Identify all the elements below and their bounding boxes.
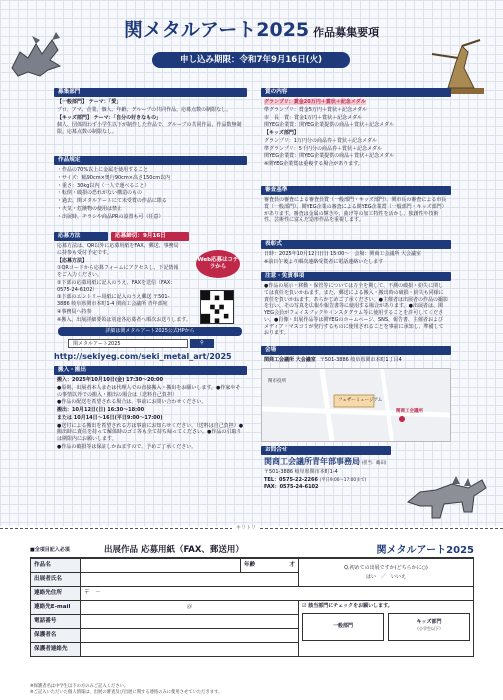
section-chui: [261, 272, 451, 338]
disclaimer-body: ●作品の展示・移動・保管等については万全を期して、不測の破損・紛失に関しては責任を負いかねます。また、郵送による搬入・搬出時の破損・紛失も同様に責任を負いかねます。あらかじめご了承ください。●主催者は出展者の作品の撮影を行い、その写真を広報や報告書等に使用する場合があります。●出展者は、関YEG会員がフェイスブックやインスタグラム等に使用することを許可してください。●肖像・出展作品等は関YEGのホームページ、SNS、報告書、主催者およびメディア・マスコミが発行するものに使用されることを事前に承知し、準備しております。: [264, 283, 448, 337]
carry-note: ●作品の配送を希望される場合は、事前にお問い合わせください。: [57, 399, 207, 406]
form-note: ■全項目記入必須: [30, 547, 70, 554]
general-division-checkbox[interactable]: 一般部門: [302, 613, 384, 641]
apply-step: ③下部のエントリー用紙に記入のうえ郵送 〒501-3886 岐阜県関市本町1-4 関商工会議所 青年部宛: [57, 294, 170, 307]
search-box[interactable]: [68, 339, 188, 348]
form-brand: 関メタルアート2025: [376, 544, 474, 556]
guardian-name-field[interactable]: [81, 629, 299, 643]
map-label-museum: フェザーミュージアム: [338, 398, 383, 403]
form-table: [30, 558, 474, 657]
form-label: 保護者名: [31, 629, 81, 643]
form-title: 出展作品 応募用紙（FAX、郵送用）: [104, 544, 244, 555]
carry-in-date: 搬入：2025年10月10日(金) 17:30～20:00: [57, 377, 163, 383]
postal-mark: 〒 －: [84, 589, 101, 596]
apply-step: ④事務局へ持参: [57, 308, 92, 315]
checkbox-icon: ☑: [302, 603, 307, 609]
email-field[interactable]: [81, 601, 299, 615]
rule-item: ・重さ：30kg以内（一人で運べること）: [57, 182, 150, 189]
section-sakuhin: [54, 156, 247, 221]
rule-item: ・作品の70%以上に金属を使用すること: [57, 167, 149, 173]
section-heading: 応募方法: [54, 232, 108, 241]
apply-step: ②下部の応募用紙に記入のうえ、FAXを送信（FAX：0575-24-6102）: [57, 279, 176, 293]
section-heading: 表彰式: [261, 240, 451, 249]
rule-item: ・過去、関メタルアートにて未受賞の作品に限る: [57, 198, 167, 204]
section-heading: 搬入・搬出: [54, 366, 247, 375]
contact-person: (担当：鶴田): [361, 461, 387, 466]
metal-dinosaur-illustration: [402, 472, 490, 524]
footnote: ※保護者名は中学生以下の方のみご記入ください。: [30, 684, 129, 689]
section-heading: 作品規定: [54, 156, 247, 165]
section-heading: 募集部門: [54, 88, 247, 97]
official-site-link[interactable]: 詳細は関メタルアート2025公式HPから: [58, 327, 242, 336]
email-at: ＠: [186, 603, 193, 610]
search-icon: ⚲: [200, 340, 204, 346]
rule-item: ・出展時、チラシや商品PRの設置も可（任意）: [57, 213, 164, 220]
section-hyosho: [261, 240, 451, 267]
prize-item: 準グランプリ：賞金5万円＋賞状＋記念メダル: [264, 106, 367, 113]
venue-name: 関商工会議所 大会議室: [264, 357, 316, 363]
page-title: 関メタルアート2025: [123, 19, 310, 41]
site-url[interactable]: http://sekiyeg.com/seki_metal_art/2025: [54, 352, 232, 361]
division-check: [299, 601, 474, 657]
ceremony-note: ※前日午後より順次連絡受賞者に電話連絡いたします: [264, 258, 384, 265]
judging-body: 審査員の審査による審査員賞（一般部門・キッズ部門）、関市長の審査による市長賞（一般部門）、関YEG企業の審査による関YEG企業賞（一般部門・キッズ部門）があります。審査は金属の輝きや、曲げ等の加工特性を活かし、独創性や技術性、芸術性に富んだ造形作品を重視します。: [264, 197, 447, 224]
page-header: [0, 18, 503, 44]
prize-item: 準グランプリ：5千円分の商品券＋賞状＋記念メダル: [264, 145, 382, 152]
contact-tel[interactable]: TEL：0575-22-2266: [264, 476, 318, 483]
rule-item: ・転倒・破損の恐れがない構造のもの: [57, 190, 143, 197]
contact-fax: FAX：0575-24-6102: [264, 484, 319, 491]
artwork-name-field[interactable]: [81, 559, 241, 573]
carry-out-date: 搬出：10月12日(日) 16:30～18:00: [57, 407, 145, 413]
grand-prix: グランプリ：賞金20万円＋賞状＋記念メダル: [264, 99, 366, 105]
kids-division-checkbox[interactable]: キッズ部門 （小学生以下）: [388, 613, 470, 641]
prize-item: グランプリ：1万円分の商品券＋賞状＋記念メダル: [264, 137, 377, 144]
yes-option[interactable]: はい: [365, 573, 376, 580]
contact-org: 関商工会議所青年部事務局: [264, 457, 360, 466]
general-division-title: 【一般部門】 テーマ：「愛」: [57, 99, 122, 105]
qr-code-icon: [201, 291, 233, 323]
section-shinsa: [261, 186, 451, 225]
section-heading: お問合せ: [261, 446, 391, 455]
footnotes: [30, 684, 222, 696]
phone-field[interactable]: [81, 615, 299, 629]
division-check-label: ☑ 該当部門にチェックをお願いします。: [302, 603, 393, 609]
venue-address: 〒501-3886 岐阜県関市本町1丁目4: [319, 357, 402, 363]
carry-note: ●作品の破損等は保証しかねますので、予めご了承ください。: [57, 443, 197, 450]
contact-hours: (平日9:00～17:00まで): [319, 477, 367, 483]
map-label-venue: 関商工会議所: [396, 409, 423, 414]
form-label: 連絡先住所: [31, 587, 81, 601]
carry-note: ●原則、出展者本人または代理人での直接搬入・搬出をお願いします。●作家やその事情以外での搬入・搬出の場合は（送料自己負担）: [57, 384, 241, 398]
section-heading: 賞の内容: [261, 88, 451, 97]
guardian-contact-field[interactable]: [81, 643, 299, 657]
age-unit: 才: [289, 561, 295, 568]
age-field[interactable]: [241, 559, 299, 573]
search-text: 関メタルアート2025: [73, 341, 121, 347]
exhibitor-name-field[interactable]: [81, 573, 299, 587]
kids-division-title: 【キッズ部門】 テーマ：「自分の好きなもの」: [57, 114, 162, 121]
ceremony-body: 日時：2025年10月12日(日) 15:00～ 会場：関商工会議所 大会議室: [264, 251, 421, 257]
apply-note: ※搬入、出展詳細要領は別途各応募者へ順次お送りします。: [57, 316, 191, 323]
section-hannyu: [54, 366, 247, 452]
apply-intro: 応募方法は、QR以外に応募用紙をFAX、郵送、事務局に持参も受付予定です。: [57, 243, 179, 256]
form-label: 出展者氏名: [31, 573, 81, 587]
form-label: 連絡先E-mail: [31, 601, 81, 615]
section-boshu: [54, 88, 247, 137]
age-label: 年齢: [244, 561, 256, 568]
apply-subheading: 【応募方法】: [57, 257, 88, 264]
apply-step: ①QRコードから応募フォームにアクセスし、下記情報をご入力ください。: [57, 265, 179, 278]
form-label: 電話番号: [31, 615, 81, 629]
rule-item: ・火気・危険物の使用は禁止: [57, 205, 123, 212]
form-label: 作品名: [31, 559, 81, 573]
map-label-cityhall: 関市役所: [268, 379, 286, 384]
carry-note: ●送付による搬出を希望される方は事前にお知らせください。（送料は自己負担）●搬出時に責任を持って解体時のゴミ等も全て持ち帰ってください。●作品の引取りは期限内にお願いします。: [57, 422, 244, 442]
kids-prize-label: 【キッズ部門】: [264, 130, 299, 136]
section-heading: 会場: [261, 346, 451, 355]
venue-map: [261, 368, 451, 442]
section-shou: [261, 88, 451, 169]
footnote: ※ご記入いただいた個人情報は、出展の審査及び出展に関する連絡のみに使用させていただきます。: [30, 690, 223, 696]
prize-item: 市 長 賞：賞金1万円＋賞状＋記念メダル: [264, 114, 363, 121]
contact-address: 〒501-3886 岐阜県関市本町1-4: [264, 468, 338, 475]
qr-code[interactable]: [200, 290, 234, 324]
search-button[interactable]: [190, 339, 214, 348]
general-division-body: プロ、アマ、企業、個人、年齢、グループの共同作品。応募点数の制限なし。: [57, 106, 232, 113]
first-time-question[interactable]: Q.初めての出展ですか(どちらかに○) はい ／ いいえ: [299, 559, 474, 587]
application-form: [30, 544, 474, 657]
section-heading: 注意・免責事項: [261, 272, 451, 281]
map-drawing: [262, 369, 450, 441]
first-time-label: Q.初めての出展ですか(どちらかに○): [344, 564, 428, 571]
section-heading: 審査基準: [261, 186, 451, 195]
section-contact: [261, 446, 391, 492]
carry-out-alt: または 10月14日～16日(平日9:00～17:00): [57, 414, 163, 421]
rule-item: ・サイズ：幅90cm×奥行90cm×高さ150cm以内: [57, 174, 171, 181]
no-option[interactable]: いいえ: [391, 573, 407, 580]
deadline-tag: 応募締切：9月16日: [111, 232, 189, 241]
form-label: 保護者連絡先: [31, 643, 81, 657]
section-kaijo: [261, 346, 451, 364]
prize-item: 関YEG企業賞：関YEG企業提供の商品＋賞状＋記念メダル: [264, 122, 395, 129]
deadline-banner: 申し込み期限：令和7年9月16日(火): [152, 52, 350, 68]
prize-item: 関YEG企業賞：関YEG企業提供の商品＋賞状＋記念メダル: [264, 153, 395, 160]
page-subtitle: 作品募集要項: [313, 26, 380, 39]
cut-label: キリトリ: [232, 525, 260, 532]
kids-division-body: 個人、団体問わず小学生以下が制作した作品で、グループの共同作品、作品数無制限。応募点数の制限なし。: [57, 122, 242, 135]
prize-note: ※関YEG企業賞は重複する場合があります。: [264, 161, 363, 167]
web-apply-badge[interactable]: Web応募はコチラから: [196, 250, 240, 278]
address-field[interactable]: [81, 587, 474, 601]
